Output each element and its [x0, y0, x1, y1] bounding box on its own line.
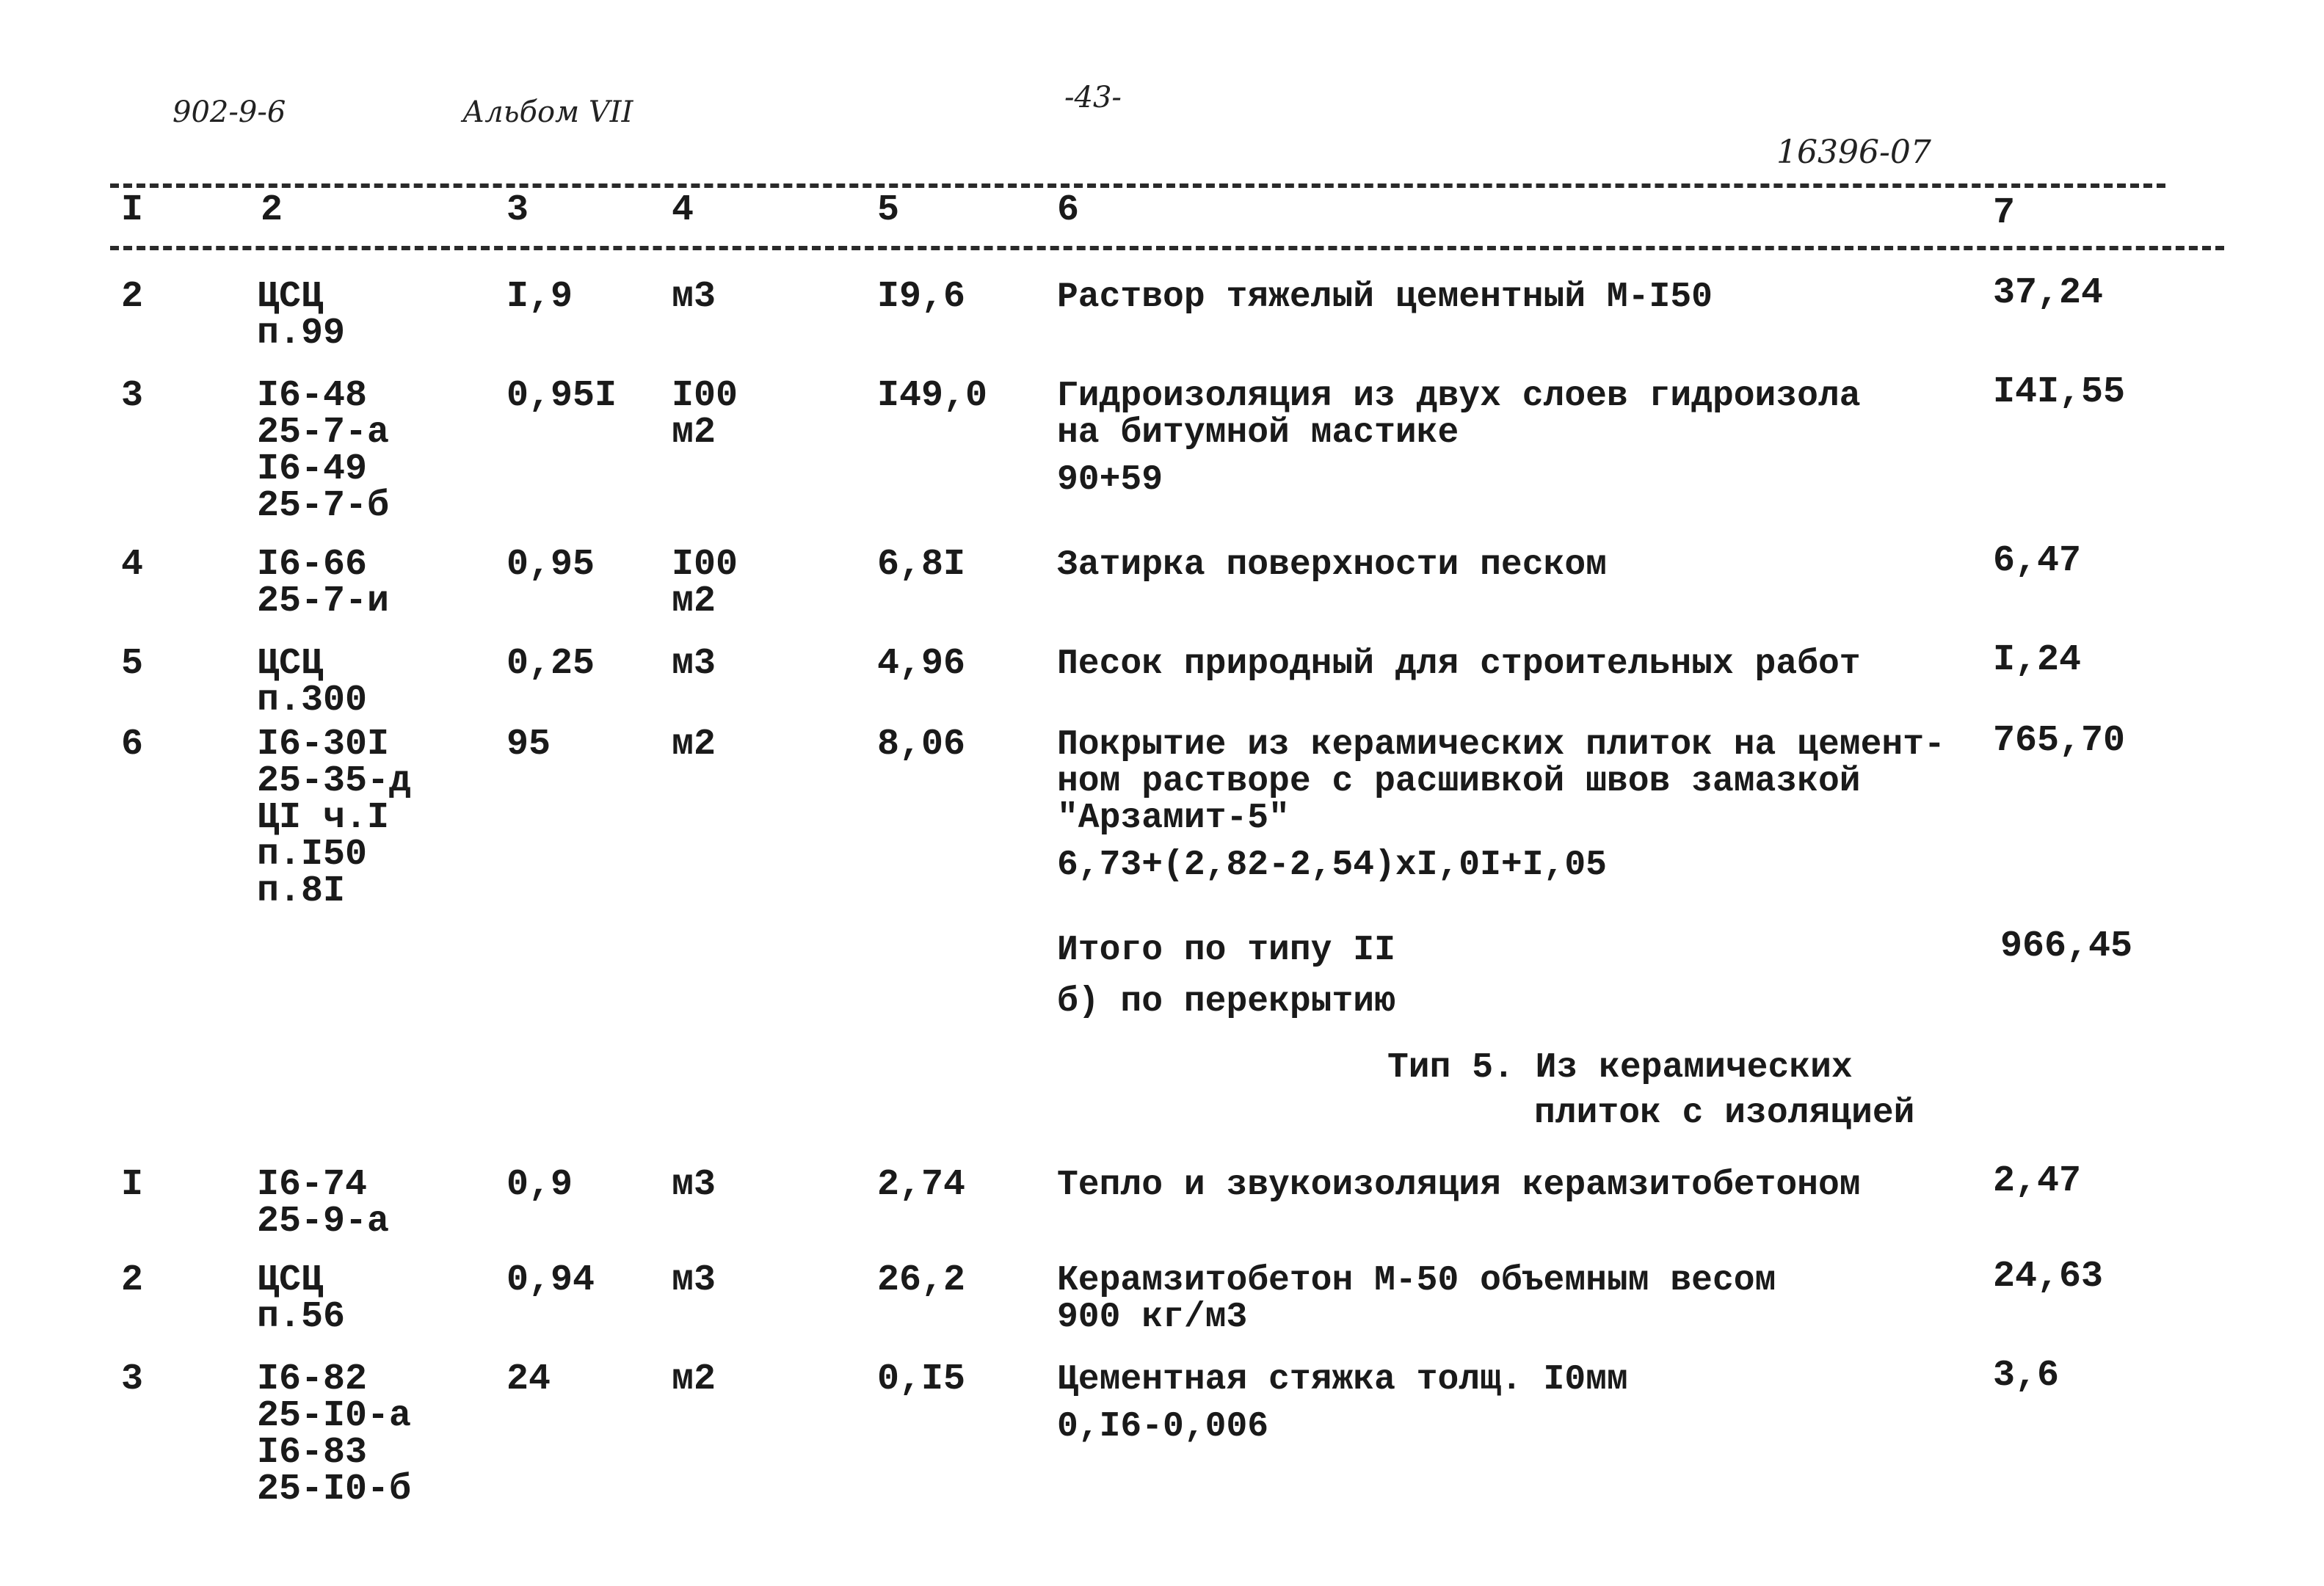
column-header-2: 2 — [261, 189, 283, 231]
reference-line: 25-7-и — [257, 581, 390, 622]
row-unit-price: 8,06 — [877, 724, 966, 765]
row-number: I — [121, 1164, 144, 1206]
column-header-5: 5 — [877, 189, 900, 231]
row-description — [1057, 279, 1713, 316]
row-cost: 37,24 — [1993, 272, 2104, 314]
row-number: 5 — [121, 643, 144, 685]
row-unit-price: 4,96 — [877, 643, 966, 685]
column-header-3: 3 — [506, 189, 529, 231]
row-number: 2 — [121, 276, 144, 318]
header-top-rule — [110, 183, 2165, 188]
row-reference — [257, 276, 346, 354]
reference-line: I6-82 — [257, 1358, 368, 1400]
unit-line: м2 — [672, 1358, 716, 1400]
total-value: 966,45 — [2000, 925, 2133, 967]
unit-line: м3 — [672, 276, 716, 318]
description-line: Тепло и звукоизоляция керамзитобетоном — [1057, 1165, 1861, 1205]
row-quantity: 24 — [506, 1358, 551, 1400]
reference-line: 25-7-а — [257, 412, 390, 454]
row-unit-price: 0,I5 — [877, 1358, 966, 1400]
row-quantity: 95 — [506, 724, 551, 765]
row-quantity: 0,9 — [506, 1164, 573, 1206]
row-unit-price: I49,0 — [877, 375, 988, 417]
description-line: Песок природный для строительных работ — [1057, 644, 1861, 684]
unit-line: I00 — [672, 544, 738, 586]
document-code: 902-9-6 — [173, 95, 286, 129]
reference-line: I6-49 — [257, 448, 368, 490]
description-line: Покрытие из керамических плиток на цемент- — [1057, 725, 1945, 765]
row-description — [1057, 1167, 1861, 1204]
row-number: 4 — [121, 544, 144, 586]
column-header-7: 7 — [1993, 192, 2016, 234]
row-unit-price: 2,74 — [877, 1164, 966, 1206]
reference-line: п.56 — [257, 1296, 346, 1338]
album-label: Альбом VII — [462, 95, 633, 129]
row-quantity: 0,94 — [506, 1259, 595, 1301]
unit-line: м3 — [672, 643, 716, 685]
description-line: Раствор тяжелый цементный М-I50 — [1057, 277, 1713, 317]
description-line: на битумной мастике — [1057, 413, 1459, 453]
row-reference — [257, 375, 390, 527]
reference-line: I6-74 — [257, 1164, 368, 1206]
reference-line: п.99 — [257, 313, 346, 354]
unit-line: I00 — [672, 375, 738, 417]
type-heading-line-1: Тип 5. Из керамических — [1387, 1048, 1853, 1088]
reference-line: 25-7-б — [257, 485, 390, 527]
unit-line: м2 — [672, 581, 716, 622]
reference-line: ЦСЦ — [257, 1259, 324, 1301]
description-line: Гидроизоляция из двух слоев гидроизола — [1057, 377, 1861, 416]
description-line: Затирка поверхности песком — [1057, 545, 1607, 585]
row-cost: 6,47 — [1993, 540, 2082, 582]
reference-line: ЦСЦ — [257, 643, 324, 685]
calculation-line: 90+59 — [1057, 460, 1163, 500]
unit-line: м3 — [672, 1259, 716, 1301]
row-unit — [672, 375, 738, 454]
row-unit — [672, 643, 716, 685]
column-header-1: I — [121, 189, 144, 231]
row-unit-price: 26,2 — [877, 1259, 966, 1301]
reference-line: 25-I0-а — [257, 1395, 412, 1437]
row-quantity: 0,95I — [506, 375, 617, 417]
reference-line: 25-9-а — [257, 1201, 390, 1243]
row-number: 3 — [121, 1358, 144, 1400]
row-reference — [257, 544, 390, 622]
reference-line: ЦI ч.I — [257, 797, 390, 839]
row-cost: I4I,55 — [1993, 371, 2126, 413]
row-number: 3 — [121, 375, 144, 417]
reference-line: 25-35-д — [257, 760, 412, 802]
row-unit-price: 6,8I — [877, 544, 966, 586]
row-description — [1057, 727, 1945, 884]
row-unit — [672, 724, 716, 765]
row-cost: 24,63 — [1993, 1256, 2104, 1298]
row-unit — [672, 1358, 716, 1400]
reference-line: п.I50 — [257, 834, 368, 876]
unit-line: м2 — [672, 724, 716, 765]
row-reference — [257, 643, 368, 721]
reference-line: п.300 — [257, 680, 368, 721]
row-reference — [257, 724, 412, 912]
row-reference — [257, 1164, 390, 1243]
reference-line: I6-48 — [257, 375, 368, 417]
description-line: ном растворе с расшивкой швов замазкой — [1057, 762, 1861, 801]
description-line: Керамзитобетон М-50 объемным весом — [1057, 1261, 1776, 1301]
row-reference — [257, 1259, 346, 1338]
unit-line: м3 — [672, 1164, 716, 1206]
row-unit — [672, 1164, 716, 1206]
row-cost: 2,47 — [1993, 1160, 2082, 1202]
reference-line: I6-66 — [257, 544, 368, 586]
row-description — [1057, 547, 1607, 583]
reference-line: ЦСЦ — [257, 276, 324, 318]
row-unit — [672, 1259, 716, 1301]
row-description — [1057, 646, 1861, 683]
description-line: 900 кг/м3 — [1057, 1298, 1248, 1337]
total-label: Итого по типу II — [1057, 931, 1395, 970]
row-cost: 3,6 — [1993, 1355, 2060, 1397]
row-unit-price: I9,6 — [877, 276, 966, 318]
row-cost: 765,70 — [1993, 720, 2126, 762]
row-reference — [257, 1358, 412, 1510]
section-subtitle: б) по перекрытию — [1057, 982, 1395, 1022]
column-header-6: 6 — [1057, 189, 1080, 231]
row-description — [1057, 1262, 1776, 1336]
reference-line: I6-83 — [257, 1432, 368, 1474]
row-quantity: 0,25 — [506, 643, 595, 685]
reference-line: I6-30I — [257, 724, 390, 765]
row-quantity: 0,95 — [506, 544, 595, 586]
reference-line: 25-I0-б — [257, 1469, 412, 1510]
row-number: 2 — [121, 1259, 144, 1301]
header-bottom-rule — [110, 246, 2224, 250]
column-header-4: 4 — [672, 189, 694, 231]
calculation-line: 6,73+(2,82-2,54)хI,0I+I,05 — [1057, 845, 1607, 885]
row-cost: I,24 — [1993, 639, 2082, 681]
row-description — [1057, 378, 1861, 498]
row-unit — [672, 276, 716, 318]
unit-line: м2 — [672, 412, 716, 454]
row-number: 6 — [121, 724, 144, 765]
document-number: 16396-07 — [1776, 134, 1931, 171]
description-line: Цементная стяжка толщ. I0мм — [1057, 1360, 1628, 1400]
row-description — [1057, 1361, 1628, 1445]
calculation-line: 0,I6-0,006 — [1057, 1407, 1269, 1447]
row-quantity: I,9 — [506, 276, 573, 318]
row-unit — [672, 544, 738, 622]
description-line: "Арзамит-5" — [1057, 799, 1290, 838]
page-number: -43- — [1064, 81, 1122, 114]
type-heading-line-2: плиток с изоляцией — [1534, 1094, 1915, 1133]
reference-line: п.8I — [257, 870, 346, 912]
